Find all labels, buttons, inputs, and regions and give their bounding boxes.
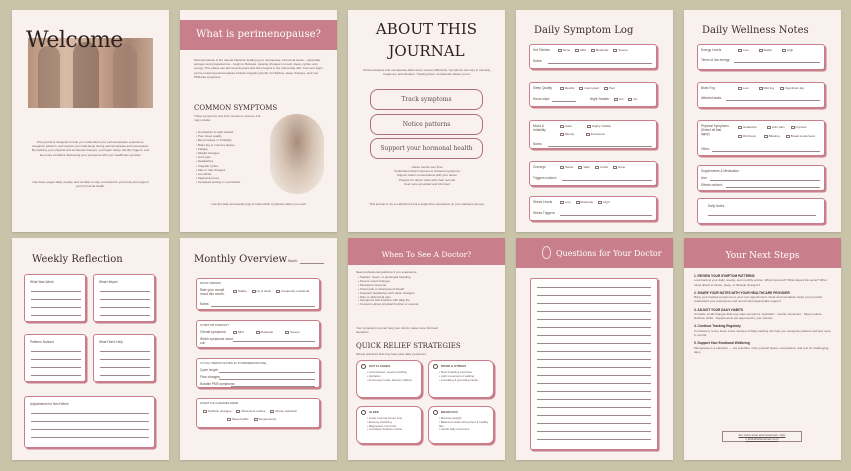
flower-icon: [542, 246, 551, 259]
about-list-item: Understand what improves or worsens symptoms: [394, 169, 460, 174]
question-line[interactable]: [537, 439, 651, 440]
next-step-body: Consistency is key. Even a few minutes of daily tracking can help you recognize patterns and feel more in control.: [694, 328, 831, 338]
hot-flashes-moderate-checkbox[interactable]: [591, 49, 595, 52]
next-steps-title: Your Next Steps: [725, 251, 800, 261]
moon-icon: [361, 410, 366, 415]
mood-options-row1: Calm Highly irritable: [560, 124, 616, 128]
stress-triggers-line[interactable]: [560, 215, 652, 216]
relief-card-item: • Magnesium-rich foods: [367, 425, 421, 429]
dizziness-checkbox[interactable]: [738, 135, 742, 138]
symptom-item: • Fatigue: [196, 147, 266, 151]
mood-label: Mood & Irritability: [533, 124, 546, 132]
doctor-when-note: Your symptoms log can help your doctor make more informed decisions.: [356, 326, 438, 335]
lifestyle-options-row2: Sleep habits Supplements: [227, 417, 281, 421]
mood-highly-irritable-checkbox[interactable]: [587, 125, 591, 128]
page-what-is: [180, 10, 337, 232]
supplements-checkbox[interactable]: [254, 418, 258, 421]
symptom-item: • Weight changes: [196, 151, 266, 155]
questions-banner: [516, 238, 673, 268]
symptom-item: • Headaches: [196, 159, 266, 163]
daily-notes-line[interactable]: [708, 215, 816, 216]
cravings-options: Sweet Salty Carbs None: [560, 165, 630, 169]
energy-notes-label: Times of low energy:: [701, 58, 731, 62]
quick-relief-heading: QUICK RELIEF STRATEGIES: [356, 342, 461, 350]
monthly-title: Monthly Overview: [194, 254, 288, 265]
about-list-item: Prepare for doctor visits with clear records: [398, 177, 456, 182]
doctor-when-banner: [348, 238, 505, 265]
mood-trends-box: [196, 278, 320, 310]
question-line[interactable]: [537, 359, 651, 360]
mood-calm-checkbox[interactable]: [560, 125, 564, 128]
sleep-quality-box: [529, 82, 657, 107]
relief-card-item: • Lower evening screen time: [367, 417, 421, 421]
relief-card-item: • Balanced meals with protein & healthy fats: [439, 421, 493, 429]
symptom-stood-out-label: Which symptoms stood out:: [200, 337, 233, 345]
next-steps-banner: [684, 238, 841, 268]
physical-other-line[interactable]: [712, 151, 820, 152]
hot-flashes-severe-checkbox[interactable]: [613, 49, 617, 52]
welcome-intro: This journal is designed to help you understand your perimenopause experience, recognize patterns, and support your well-being during perimenopause and menopause. By tracking your physical and emotional changes, you'll gain clarity, identify triggers, and feel more confident discussing your symptoms with your healthcare provider.: [31, 140, 150, 157]
question-line[interactable]: [537, 295, 651, 296]
sleep-quality-options: Restful Interrupted Poor: [560, 86, 620, 90]
brain-fog-significant-checkbox[interactable]: [780, 87, 784, 90]
hot-flashes-box: [529, 44, 657, 69]
mood-options-row2: Moody Emotional: [560, 132, 609, 136]
cycle-length-label: Cycle length:: [200, 368, 219, 372]
woman-photo: [270, 114, 324, 194]
page-monthly: [180, 238, 337, 460]
question-line[interactable]: [537, 399, 651, 400]
weekly-box-patterns-noticed: [24, 334, 86, 382]
next-steps-footer: For more tools and resources, visit: c.klickchehtemmetc.com: [738, 432, 786, 442]
stress-high-checkbox[interactable]: [598, 201, 602, 204]
about-intro: Perimenopause and menopause affect every woman differently. Symptoms can vary in intensity, frequency, and duration. Tracking them consistently allows you to:: [363, 68, 491, 77]
dryness-checkbox[interactable]: [791, 126, 795, 129]
weekly-box-label: What Didn't Help: [99, 340, 123, 344]
mood-trends-question: Rate your overall mood this month:: [200, 288, 225, 296]
physical-options-row2: Dizziness Bloating Breast tenderness: [738, 134, 820, 138]
energy-stable-checkbox[interactable]: [759, 49, 763, 52]
symptoms-heading: COMMON SYMPTOMS: [194, 104, 278, 112]
question-line[interactable]: [537, 287, 651, 288]
triggers-line[interactable]: [562, 180, 652, 181]
next-step-body: Menopause is a transition — not a decline. Give yourself space, compassion, and rest on challenging days.: [694, 345, 829, 354]
relief-card-title: BRAIN FOG: [441, 410, 458, 414]
night-sweats-yes-checkbox[interactable]: [614, 98, 618, 101]
stress-reduction-checkbox[interactable]: [270, 410, 274, 413]
symptom-item: • Mood swings or irritability: [196, 138, 266, 142]
month-line[interactable]: [300, 263, 324, 264]
next-step-body: Consider small changes that may ease symptoms: Hydration · Gentle movement · Sleep routine · Nutrition shifts · Supplements (as approved by your doctor): [694, 312, 824, 321]
questions-title: Questions for Your Doctor: [556, 249, 662, 258]
sleep-quality-label: Sleep Quality: [533, 86, 552, 90]
mood-moody-checkbox[interactable]: [560, 133, 564, 136]
question-line[interactable]: [537, 431, 651, 432]
welcome-title: Welcome: [26, 28, 123, 53]
about-list: [362, 165, 492, 186]
relief-card-item: • Slow breathing exercises: [439, 371, 493, 375]
stress-box: [529, 196, 657, 221]
weekly-title: Weekly Reflection: [32, 254, 123, 265]
next-step-heading: 1. REVIEW YOUR SYMPTOM PATTERNS: [694, 274, 755, 278]
page-wellness: [684, 10, 841, 232]
movement-checkbox[interactable]: [236, 410, 240, 413]
symptom-item: • Brain fog or memory lapses: [196, 143, 266, 147]
sleep-interrupted-checkbox[interactable]: [579, 87, 583, 90]
notice-patterns-button[interactable]: Notice patterns: [370, 114, 483, 135]
doctor-when-item: • Persistent insomnia: [358, 284, 488, 288]
symptoms-intro: These symptoms vary from woman to woman, but may include:: [194, 114, 261, 123]
support-hormonal-health-button[interactable]: Support your hormonal health: [370, 138, 483, 159]
next-step: [694, 324, 832, 337]
brain-fog-box: [697, 82, 825, 108]
weekly-box-label: What Helped: [99, 280, 118, 284]
supplements-use-line[interactable]: [710, 180, 820, 181]
question-line[interactable]: [537, 415, 651, 416]
intensity-moderate-checkbox[interactable]: [256, 331, 260, 334]
hot-flashes-label: Hot Flashes: [533, 48, 551, 52]
question-line[interactable]: [537, 311, 651, 312]
relief-card-title: HOT FLASHES: [369, 364, 391, 368]
hours-slept-label: Hours slept:: [533, 97, 551, 101]
mood-trends-notes-label: Notes:: [200, 302, 210, 306]
about-list-item: Feel more grounded and informed: [404, 181, 450, 186]
heart-icon: [433, 364, 438, 369]
mood-notes-label: Notes:: [533, 142, 543, 146]
doctor-when-item: • Frequent headaches with vision changes: [358, 292, 488, 296]
symptom-item: • Irregular cycles: [196, 164, 266, 168]
mood-up-down-checkbox[interactable]: [252, 290, 256, 293]
hot-flashes-none-checkbox[interactable]: [558, 49, 562, 52]
night-sweats-group: Night Sweats: Yes No: [590, 97, 638, 101]
mood-stable-checkbox[interactable]: [233, 290, 237, 293]
about-footer: This journal is not a medical tool but a supportive companion on your wellness journey.: [369, 202, 485, 206]
cycle-notes-box: [196, 358, 320, 388]
lifestyle-heading: LIFESTYLE CHANGES MADE: [200, 401, 239, 405]
symptoms-list: [196, 130, 266, 185]
what-is-banner: [180, 20, 337, 50]
cravings-carbs-checkbox[interactable]: [595, 166, 599, 169]
sun-icon: [361, 364, 366, 369]
question-line[interactable]: [537, 391, 651, 392]
supplements-effects-line[interactable]: [726, 187, 820, 188]
physical-box: [697, 120, 825, 156]
triggers-label: Triggers noticed:: [533, 176, 557, 180]
relief-card-item: • Consistent bedtime routine: [367, 428, 421, 432]
question-line[interactable]: [537, 327, 651, 328]
doctor-when-item: • Chest pain or shortness of breath: [358, 288, 488, 292]
doctor-when-title: When To See A Doctor?: [381, 250, 472, 259]
relief-card-item: • Hydration: [367, 375, 421, 379]
lifestyle-box: [196, 398, 320, 428]
symptom-item: • Poor sleep quality: [196, 134, 266, 138]
next-step: [694, 308, 832, 321]
headache-checkbox[interactable]: [738, 126, 742, 129]
relief-card-item: • Light movement or walking: [439, 375, 493, 379]
page-doctor-when: [348, 238, 505, 460]
question-line[interactable]: [537, 319, 651, 320]
nutrition-checkbox[interactable]: [203, 410, 207, 413]
cravings-sweet-checkbox[interactable]: [560, 166, 564, 169]
page-daily-log: [516, 10, 673, 232]
daily-notes-box: [697, 198, 825, 224]
mood-trend-options: Stable Up & down Frequently emotional: [233, 289, 314, 293]
mood-frequently-emotional-checkbox[interactable]: [276, 290, 280, 293]
symptom-intensity-box: [196, 320, 320, 348]
intensity-severe-checkbox[interactable]: [285, 331, 289, 334]
next-step-heading: 2. SHARE YOUR NOTES WITH YOUR HEALTHCARE PROVIDER: [694, 290, 790, 295]
lifestyle-options-row1: Nutrition changes Movement routine Stress reduction: [203, 409, 302, 413]
intensity-mild-checkbox[interactable]: [233, 331, 237, 334]
symptom-item: • Increased anxiety or overwhelm: [196, 180, 266, 184]
brain-fog-notes-label: Affected tasks:: [701, 96, 722, 100]
symptom-intensity-options: Mild Moderate Severe: [233, 330, 305, 334]
flow-changes-label: Flow changes:: [200, 375, 221, 379]
next-step: [694, 291, 832, 304]
about-title: [348, 18, 505, 62]
symptom-item: • Low libido: [196, 172, 266, 176]
next-step-heading: 4. Continue Tracking Regularly: [694, 324, 741, 329]
stress-label: Stress Levels: [533, 200, 553, 204]
cycle-notes-heading: CYCLE / PERIOD NOTES (IF IN PERIMENOPAUSE): [200, 361, 267, 365]
mood-box: [529, 120, 657, 149]
relief-card: [356, 360, 422, 398]
weekly-box-what-didnt-help: [93, 334, 155, 382]
page-about: [348, 10, 505, 232]
brain-fog-options: Low Mild fog Significant fog: [738, 86, 809, 90]
about-title-line2: JOURNAL: [388, 42, 465, 60]
quick-relief-intro: Simple practices that may help ease daily symptoms:: [356, 352, 427, 356]
energy-box: [697, 44, 825, 70]
daily-notes-label: Daily Notes: [708, 204, 725, 208]
brain-fog-label: Brain Fog: [701, 86, 715, 90]
question-line[interactable]: [537, 423, 651, 424]
relief-card-title: SLEEP: [369, 410, 379, 414]
physical-other-label: Other:: [701, 147, 710, 151]
about-title-line1: ABOUT THIS: [375, 20, 478, 38]
page-next-steps: [684, 238, 841, 460]
supplements-use-label: Use:: [701, 176, 708, 180]
question-line[interactable]: [537, 335, 651, 336]
hot-flashes-options: None Mild Moderate Severe: [558, 48, 633, 52]
about-list-item: Notice trends over time: [411, 165, 443, 169]
what-is-closing: Use the daily and weekly logs to track which symptoms affect you most.: [211, 202, 307, 206]
energy-low-checkbox[interactable]: [738, 49, 742, 52]
breast-tenderness-checkbox[interactable]: [786, 135, 790, 138]
brain-fog-mild-checkbox[interactable]: [759, 87, 763, 90]
page-welcome: [12, 10, 169, 232]
night-sweats-label: Night Sweats:: [590, 97, 610, 101]
supplements-effects-label: Effects noticed:: [701, 183, 723, 187]
brain-fog-notes-line[interactable]: [726, 100, 820, 101]
weekly-box-what-was-week: [24, 274, 86, 322]
physical-label: Physical Symptoms (Select all that apply): [701, 124, 729, 136]
next-step: [694, 341, 832, 354]
page-weekly: [12, 238, 169, 460]
what-is-body: Perimenopause is the natural transition leading up to menopause. Hormonal levels – especially estrogen and progesterone – begin to fluctuate, causing changes in mood, sleep, cycles, and energy. This phase can last several years and often begins in the mid-to-late 40s. Common signs you've entered perimenopause include irregular periods, hot flashes, sleep changes, and new PMS-like symptoms.: [194, 58, 323, 79]
question-line[interactable]: [537, 407, 651, 408]
relief-card-item: • Evening stretching: [367, 421, 421, 425]
relief-card-title: MOOD & STRESS: [441, 364, 467, 368]
doctor-when-item: • Concerns about physical function or anemia: [358, 303, 488, 307]
about-list-item: Support better conversations with your doctor: [396, 173, 458, 178]
page-questions: [516, 238, 673, 460]
symptom-item: • Skin or hair changes: [196, 168, 266, 172]
question-line[interactable]: [537, 303, 651, 304]
next-step-heading: 5. Support Your Emotional Wellbeing: [694, 341, 750, 346]
night-sweats-no-checkbox[interactable]: [628, 98, 632, 101]
cravings-none-checkbox[interactable]: [613, 166, 617, 169]
next-steps-footer-box[interactable]: [722, 431, 802, 442]
question-line[interactable]: [537, 367, 651, 368]
sleep-poor-checkbox[interactable]: [604, 87, 608, 90]
weekly-box-what-helped: [93, 274, 155, 322]
pms-symptoms-label: Notable PMS symptoms:: [200, 382, 236, 386]
stress-options: Low Moderate High: [560, 200, 614, 204]
question-line[interactable]: [537, 351, 651, 352]
hours-slept-line[interactable]: [552, 101, 576, 102]
question-line[interactable]: [537, 375, 651, 376]
brain-icon: [433, 410, 438, 415]
hot-flashes-notes-line[interactable]: [548, 63, 652, 64]
doctor-when-intro: Seek professional guidance if you experience:: [356, 270, 418, 274]
mood-trends-heading: MOOD TRENDS: [200, 281, 221, 285]
weekly-box-label: What Was Week: [30, 280, 54, 284]
symptom-item: • Vaginal dryness: [196, 176, 266, 180]
track-symptoms-button[interactable]: Track symptoms: [370, 89, 483, 110]
physical-options-row1: Headache Joint pain Dryness: [738, 125, 812, 129]
sleep-restful-checkbox[interactable]: [560, 87, 564, 90]
energy-label: Energy Levels: [701, 48, 722, 52]
brain-fog-low-checkbox[interactable]: [738, 87, 742, 90]
hot-flashes-mild-checkbox[interactable]: [575, 49, 579, 52]
stress-moderate-checkbox[interactable]: [576, 201, 580, 204]
bloating-checkbox[interactable]: [764, 135, 768, 138]
next-step: [694, 274, 832, 287]
mood-notes-line[interactable]: [548, 146, 652, 147]
relief-card-item: • Gentle daily movement: [439, 428, 493, 432]
wellness-title: Daily Wellness Notes: [702, 25, 809, 36]
energy-notes-line[interactable]: [734, 62, 820, 63]
month-label: Month:: [288, 259, 298, 263]
weekly-box-adjustments: [24, 396, 155, 448]
energy-options: Low Stable High: [738, 48, 798, 52]
symptom-intensity-question: Overall symptoms:: [200, 330, 227, 334]
symptom-item: • Joint pain: [196, 155, 266, 159]
next-step-heading: 3. ADJUST YOUR DAILY HABITS: [694, 307, 744, 312]
relief-card-item: • Cool showers, layered clothing: [367, 371, 421, 375]
questions-lined-box: [530, 278, 658, 450]
next-steps-list: [694, 274, 832, 358]
relief-card: [428, 406, 494, 444]
joint-pain-checkbox[interactable]: [767, 126, 771, 129]
doctor-when-list: [358, 276, 488, 307]
relief-card: [428, 360, 494, 398]
hot-flashes-notes-label: Notes:: [533, 59, 543, 63]
symptom-item: • Hot flashes & night sweats: [196, 130, 266, 134]
next-step-body: Look back at your daily, weekly, and monthly entries. What improved? What stayed the same? What came linked to stress, sleep, or lifestyle changes?: [694, 278, 827, 287]
doctor-when-item: • Sudden, heavy, or prolonged bleeding: [358, 276, 488, 280]
daily-log-title: Daily Symptom Log: [534, 25, 634, 36]
doctor-when-item: • Severe mood changes: [358, 280, 488, 284]
cravings-salty-checkbox[interactable]: [578, 166, 582, 169]
supplements-box: [697, 165, 825, 191]
next-step-body: Bring your tracked symptoms to your next appointment. Clear documentation helps your provider understand your experience and recommend appropriate support.: [694, 295, 823, 304]
supplements-label: Supplements & Medication: [701, 169, 739, 173]
relief-card-item: • Morning sunlight: [439, 417, 493, 421]
stress-low-checkbox[interactable]: [560, 201, 564, 204]
question-line[interactable]: [537, 383, 651, 384]
weekly-adjust-label: Adjustments for Next Week: [30, 402, 69, 406]
stress-triggers-label: Stress Triggers:: [533, 211, 556, 215]
weekly-box-label: Patterns Noticed: [30, 340, 54, 344]
mood-emotional-checkbox[interactable]: [586, 133, 590, 136]
energy-high-checkbox[interactable]: [782, 49, 786, 52]
sleep-habits-checkbox[interactable]: [227, 418, 231, 421]
cravings-box: [529, 161, 657, 186]
cravings-label: Cravings: [533, 165, 546, 169]
question-line[interactable]: [537, 343, 651, 344]
what-is-title: What is perimenopause?: [196, 29, 321, 40]
relief-card: [356, 406, 422, 444]
symptom-intensity-heading: SYMPTOM INTENSITY: [200, 323, 230, 327]
relief-card-item: • Journaling & grounding rituals: [439, 379, 493, 383]
doctor-when-item: • Pain or abdominal pain: [358, 296, 488, 300]
relief-card-item: • Avoid spicy foods, alcohol, caffeine: [367, 379, 421, 383]
doctor-when-item: • Symptoms that interfere with daily life: [358, 299, 488, 303]
welcome-closing: Use these pages daily, weekly, and monthly to stay connected to your body and support your hormonal health.: [32, 180, 149, 189]
